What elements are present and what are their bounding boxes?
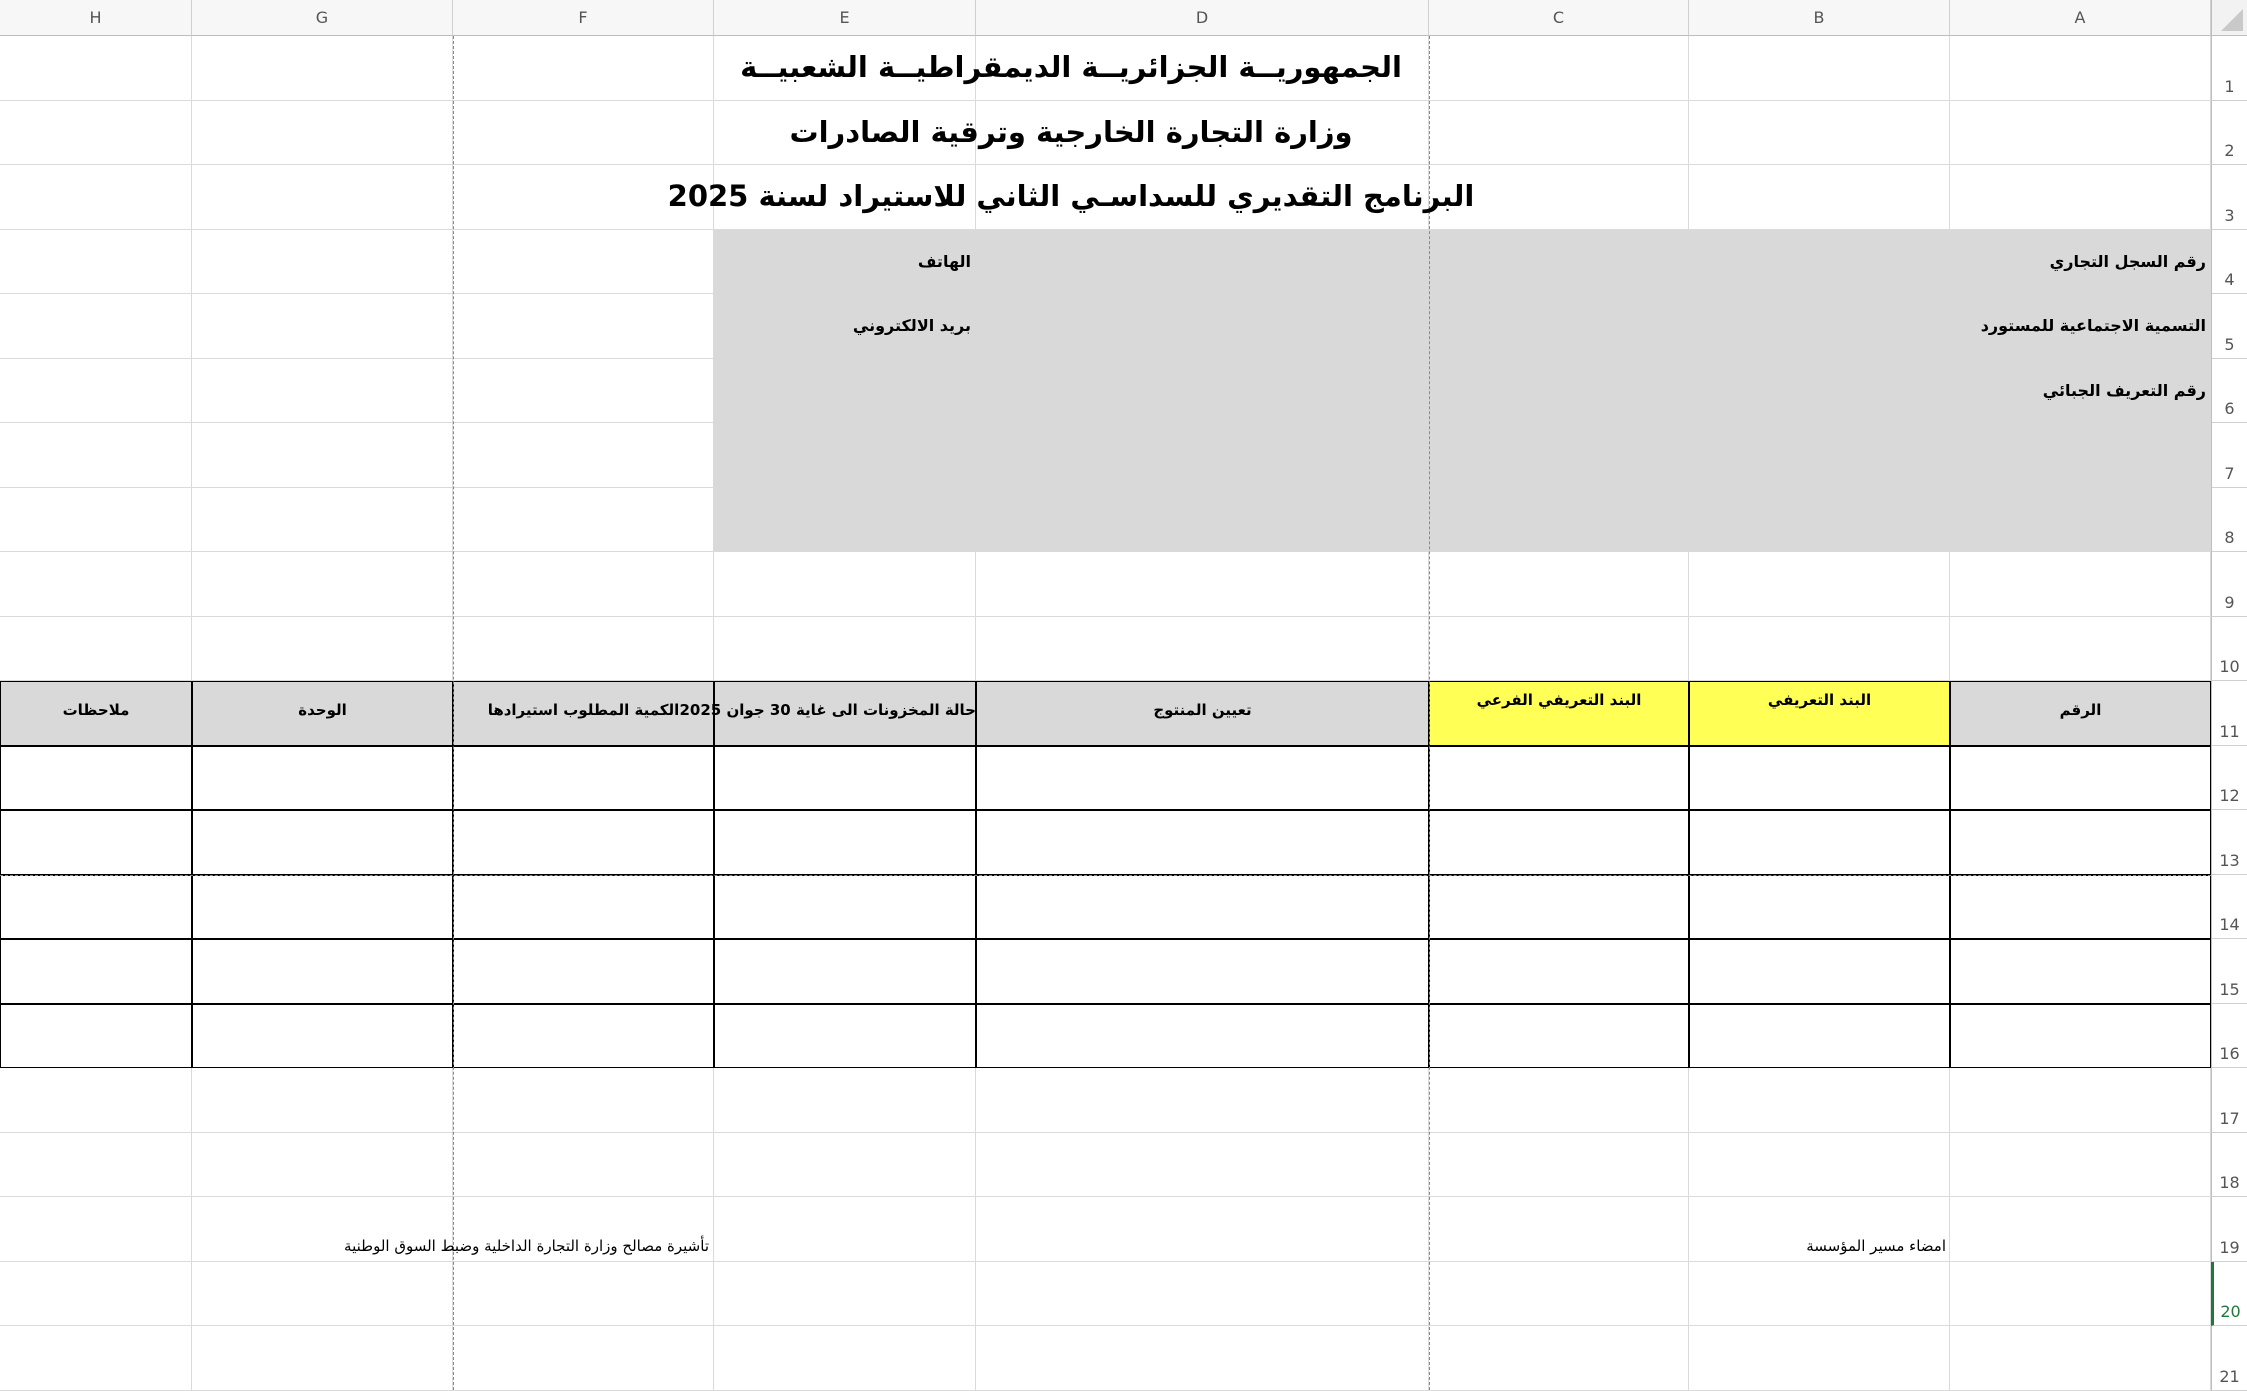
cell-f9[interactable] — [453, 552, 714, 617]
row-header-16[interactable]: 16 — [2211, 1004, 2247, 1069]
cell-c12[interactable] — [1429, 746, 1689, 811]
cell-h12[interactable] — [0, 746, 192, 811]
cell-f14[interactable] — [453, 875, 714, 940]
row-header-8[interactable]: 8 — [2211, 488, 2247, 553]
cell-f20[interactable] — [453, 1262, 714, 1327]
cell-g14[interactable] — [192, 875, 453, 940]
signature-ministry-label: تأشيرة مصالح وزارة التجارة الداخلية وضبط السوق الوطنية — [344, 1237, 709, 1255]
cell-f8[interactable] — [453, 488, 714, 553]
cell-d14[interactable] — [976, 875, 1429, 940]
cell-d21[interactable] — [976, 1326, 1429, 1391]
cell-c15[interactable] — [1429, 939, 1689, 1004]
cell-f16[interactable] — [453, 1004, 714, 1069]
cell-c19[interactable] — [1429, 1197, 1689, 1262]
cell-b18[interactable] — [1689, 1133, 1950, 1198]
cell-g21[interactable] — [192, 1326, 453, 1391]
cell-h19[interactable] — [0, 1197, 192, 1262]
cell-e9[interactable] — [714, 552, 976, 617]
cell-c10[interactable] — [1429, 617, 1689, 682]
cell-b16[interactable] — [1689, 1004, 1950, 1069]
signature-manager-label: امضاء مسير المؤسسة — [1806, 1237, 1946, 1255]
cell-d17[interactable] — [976, 1068, 1429, 1133]
cell-d13[interactable] — [976, 810, 1429, 875]
column-header-e[interactable]: E — [714, 0, 976, 36]
cell-g16[interactable] — [192, 1004, 453, 1069]
table-header-g: الوحدة — [298, 701, 347, 719]
page-break-vertical — [1429, 36, 1430, 1390]
cell-b17[interactable] — [1689, 1068, 1950, 1133]
cell-b13[interactable] — [1689, 810, 1950, 875]
cell-d19[interactable] — [976, 1197, 1429, 1262]
cell-e14[interactable] — [714, 875, 976, 940]
cell-a20[interactable] — [1950, 1262, 2211, 1327]
table-header-a: الرقم — [2059, 701, 2102, 719]
cell-d12[interactable] — [976, 746, 1429, 811]
cell-f6[interactable] — [453, 359, 714, 424]
cell-h7[interactable] — [0, 423, 192, 488]
row-header-21[interactable]: 21 — [2211, 1326, 2247, 1391]
cell-f21[interactable] — [453, 1326, 714, 1391]
cell-h20[interactable] — [0, 1262, 192, 1327]
info-block — [714, 230, 2211, 553]
cell-e18[interactable] — [714, 1133, 976, 1198]
cell-g10[interactable] — [192, 617, 453, 682]
cell-a18[interactable] — [1950, 1133, 2211, 1198]
cell-b20[interactable] — [1689, 1262, 1950, 1327]
cell-h10[interactable] — [0, 617, 192, 682]
cell-h6[interactable] — [0, 359, 192, 424]
cell-e12[interactable] — [714, 746, 976, 811]
label-email: بريد الالكتروني — [852, 316, 971, 335]
cell-f4[interactable] — [453, 230, 714, 295]
cell-g7[interactable] — [192, 423, 453, 488]
cell-g4[interactable] — [192, 230, 453, 295]
row-header-1[interactable]: 1 — [2211, 36, 2247, 101]
cell-f12[interactable] — [453, 746, 714, 811]
label-company-name: التسمية الاجتماعية للمستورد — [1980, 316, 2206, 335]
table-header-f: الكمية المطلوب استيرادها — [487, 701, 680, 719]
column-header-a[interactable]: A — [1950, 0, 2211, 36]
cell-c9[interactable] — [1429, 552, 1689, 617]
cell-g6[interactable] — [192, 359, 453, 424]
cell-f13[interactable] — [453, 810, 714, 875]
cell-h18[interactable] — [0, 1133, 192, 1198]
cell-e20[interactable] — [714, 1262, 976, 1327]
cell-f15[interactable] — [453, 939, 714, 1004]
cell-c14[interactable] — [1429, 875, 1689, 940]
row-header-15[interactable]: 15 — [2211, 939, 2247, 1004]
select-all-button[interactable] — [2211, 0, 2247, 36]
cell-h15[interactable] — [0, 939, 192, 1004]
row-header-18[interactable]: 18 — [2211, 1133, 2247, 1198]
cell-a19[interactable] — [1950, 1197, 2211, 1262]
cell-d15[interactable] — [976, 939, 1429, 1004]
cell-d16[interactable] — [976, 1004, 1429, 1069]
cell-f5[interactable] — [453, 294, 714, 359]
cell-c13[interactable] — [1429, 810, 1689, 875]
cell-h5[interactable] — [0, 294, 192, 359]
cell-e17[interactable] — [714, 1068, 976, 1133]
row-header-6[interactable]: 6 — [2211, 359, 2247, 424]
row-header-19[interactable]: 19 — [2211, 1197, 2247, 1262]
cell-h17[interactable] — [0, 1068, 192, 1133]
cell-a21[interactable] — [1950, 1326, 2211, 1391]
cell-f17[interactable] — [453, 1068, 714, 1133]
cell-h13[interactable] — [0, 810, 192, 875]
cell-b14[interactable] — [1689, 875, 1950, 940]
cell-e19[interactable] — [714, 1197, 976, 1262]
row-header-5[interactable]: 5 — [2211, 294, 2247, 359]
table-header-c: البند التعريفي الفرعي — [1476, 691, 1642, 709]
page-break-horizontal — [0, 875, 2211, 876]
title-line-2: وزارة التجارة الخارجية وترقية الصادرات — [789, 114, 1353, 149]
row-header-10[interactable]: 10 — [2211, 617, 2247, 682]
row-header-7[interactable]: 7 — [2211, 423, 2247, 488]
cell-c20[interactable] — [1429, 1262, 1689, 1327]
title-line-3: البرنامج التقديري للسداسـي الثاني للاستيراد لسنة 2025 — [667, 179, 1475, 213]
cell-d10[interactable] — [976, 617, 1429, 682]
cell-g5[interactable] — [192, 294, 453, 359]
column-header-b[interactable]: B — [1689, 0, 1950, 36]
cell-e16[interactable] — [714, 1004, 976, 1069]
row-header-12[interactable]: 12 — [2211, 746, 2247, 811]
cell-e13[interactable] — [714, 810, 976, 875]
cell-h4[interactable] — [0, 230, 192, 295]
cell-g8[interactable] — [192, 488, 453, 553]
label-phone: الهاتف — [917, 251, 971, 271]
cell-g18[interactable] — [192, 1133, 453, 1198]
cell-c18[interactable] — [1429, 1133, 1689, 1198]
column-header-g[interactable]: G — [192, 0, 453, 36]
row-header-11[interactable]: 11 — [2211, 681, 2247, 746]
cell-c17[interactable] — [1429, 1068, 1689, 1133]
table-header-h: ملاحظات — [62, 701, 130, 719]
cell-g17[interactable] — [192, 1068, 453, 1133]
row-header-3[interactable]: 3 — [2211, 165, 2247, 230]
row-header-9[interactable]: 9 — [2211, 552, 2247, 617]
cell-a10[interactable] — [1950, 617, 2211, 682]
row-header-20[interactable]: 20 — [2211, 1262, 2247, 1327]
cell-f7[interactable] — [453, 423, 714, 488]
label-commercial-register: رقم السجل التجاري — [2049, 251, 2206, 271]
row-header-14[interactable]: 14 — [2211, 875, 2247, 940]
cell-g13[interactable] — [192, 810, 453, 875]
cell-b12[interactable] — [1689, 746, 1950, 811]
table-header-b: البند التعريفي — [1767, 691, 1872, 709]
row-header-13[interactable]: 13 — [2211, 810, 2247, 875]
cell-h9[interactable] — [0, 552, 192, 617]
cell-b10[interactable] — [1689, 617, 1950, 682]
table-header-d: تعيين المنتوج — [1153, 701, 1252, 719]
cell-a15[interactable] — [1950, 939, 2211, 1004]
cell-c21[interactable] — [1429, 1326, 1689, 1391]
cell-a14[interactable] — [1950, 875, 2211, 940]
cell-e15[interactable] — [714, 939, 976, 1004]
cell-g15[interactable] — [192, 939, 453, 1004]
cell-g12[interactable] — [192, 746, 453, 811]
cell-h21[interactable] — [0, 1326, 192, 1391]
cell-h14[interactable] — [0, 875, 192, 940]
cell-a16[interactable] — [1950, 1004, 2211, 1069]
row-header-2[interactable]: 2 — [2211, 101, 2247, 166]
cell-f18[interactable] — [453, 1133, 714, 1198]
cell-g20[interactable] — [192, 1262, 453, 1327]
cell-b21[interactable] — [1689, 1326, 1950, 1391]
column-header-h[interactable]: H — [0, 0, 192, 36]
label-tax-id: رقم التعريف الجبائي — [2042, 380, 2206, 400]
cell-h8[interactable] — [0, 488, 192, 553]
cell-f10[interactable] — [453, 617, 714, 682]
table-header-e: حالة المخزونات الى غاية 30 جوان 2025 — [679, 701, 976, 719]
cell-a9[interactable] — [1950, 552, 2211, 617]
row-header-4[interactable]: 4 — [2211, 230, 2247, 295]
cell-b9[interactable] — [1689, 552, 1950, 617]
cell-a13[interactable] — [1950, 810, 2211, 875]
cell-d18[interactable] — [976, 1133, 1429, 1198]
column-header-c[interactable]: C — [1429, 0, 1689, 36]
row-header-17[interactable]: 17 — [2211, 1068, 2247, 1133]
cell-b15[interactable] — [1689, 939, 1950, 1004]
cell-g9[interactable] — [192, 552, 453, 617]
cell-h16[interactable] — [0, 1004, 192, 1069]
cell-d20[interactable] — [976, 1262, 1429, 1327]
title-line-1: الجمهوريــة الجزائريــة الديمقراطيــة الشعبيــة — [740, 50, 1402, 84]
cell-a17[interactable] — [1950, 1068, 2211, 1133]
column-header-f[interactable]: F — [453, 0, 714, 36]
cell-a12[interactable] — [1950, 746, 2211, 811]
cell-d9[interactable] — [976, 552, 1429, 617]
cell-e21[interactable] — [714, 1326, 976, 1391]
column-header-d[interactable]: D — [976, 0, 1429, 36]
cell-c16[interactable] — [1429, 1004, 1689, 1069]
cell-e10[interactable] — [714, 617, 976, 682]
